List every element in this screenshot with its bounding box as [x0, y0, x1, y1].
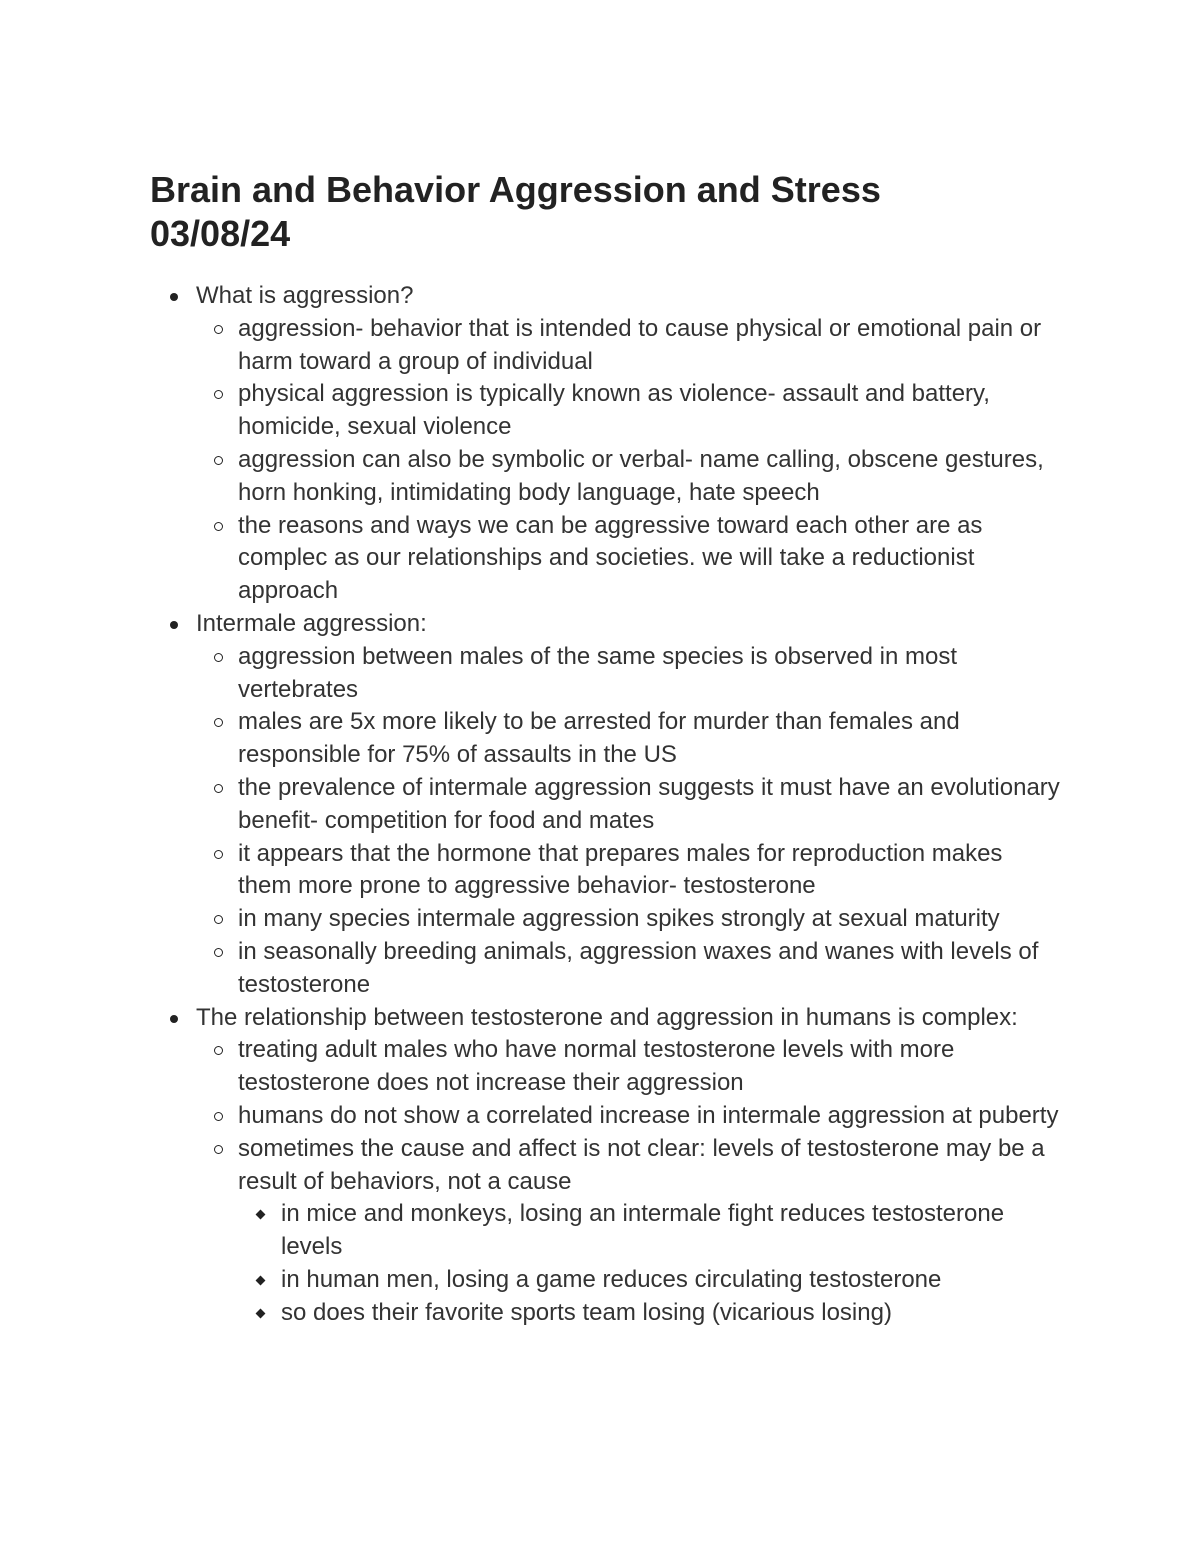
page-title — [150, 168, 1060, 256]
circle-bullet-icon — [214, 784, 223, 793]
circle-bullet-icon — [214, 1046, 223, 1055]
list-item-text: the reasons and ways we can be aggressive toward each other are as complec as our relationships and societies. we will take a reductionist approach — [238, 511, 983, 605]
list-item-text: in seasonally breeding animals, aggression waxes and wanes with levels of testosterone — [238, 937, 1039, 998]
section-heading: What is aggression? — [196, 282, 414, 309]
circle-bullet-icon — [214, 948, 223, 957]
list-item — [196, 838, 1060, 904]
document-page — [150, 168, 1060, 1330]
list-item — [196, 706, 1060, 772]
list-item-text: aggression can also be symbolic or verbal- name calling, obscene gestures, horn honking, intimidating body language, hate speech — [238, 445, 1044, 506]
circle-bullet-icon — [214, 850, 223, 859]
circle-bullet-icon — [214, 653, 223, 662]
diamond-bullet-icon — [256, 1275, 266, 1285]
title-line-1: Brain and Behavior Aggression and Stress — [150, 169, 881, 210]
nested-list-item-text: in human men, losing a game reduces circulating testosterone — [281, 1265, 942, 1293]
circle-bullet-icon — [214, 522, 223, 531]
circle-bullet-icon — [214, 390, 223, 399]
list-item — [196, 903, 1060, 936]
section-intermale-aggression — [150, 608, 1060, 1002]
list-item — [196, 1100, 1060, 1133]
list-item — [196, 1133, 1060, 1330]
nested-list-item — [238, 1297, 1060, 1330]
disc-bullet-icon — [170, 293, 178, 301]
list-item-text: the prevalence of intermale aggression suggests it must have an evolutionary benefit- competition for food and mates — [238, 773, 1060, 834]
list-item — [196, 510, 1060, 608]
list-item-text: in many species intermale aggression spikes strongly at sexual maturity — [238, 905, 1000, 933]
diamond-bullet-icon — [256, 1308, 266, 1318]
list-item-text: humans do not show a correlated increase in intermale aggression at puberty — [238, 1101, 1059, 1129]
circle-bullet-icon — [214, 456, 223, 465]
section-heading: Intermale aggression: — [196, 609, 427, 637]
list-item — [196, 378, 1060, 444]
nested-list-item — [238, 1264, 1060, 1297]
list-item-text: physical aggression is typically known as violence- assault and battery, homicide, sexual violence — [238, 380, 990, 441]
list-item — [196, 772, 1060, 838]
circle-bullet-icon — [214, 325, 223, 334]
list-item — [196, 641, 1060, 707]
list-item-text: aggression between males of the same species is observed in most vertebrates — [238, 642, 958, 703]
nested-list-item — [238, 1198, 1060, 1264]
nested-list-item-text: so does their favorite sports team losing (vicarious losing) — [281, 1298, 892, 1326]
nested-sublist — [238, 1198, 1060, 1329]
list-item-text: it appears that the hormone that prepares males for reproduction makes them more prone to aggressive behavior- testosterone — [238, 839, 1003, 900]
diamond-bullet-icon — [256, 1210, 266, 1220]
list-item — [196, 444, 1060, 510]
disc-bullet-icon — [170, 1015, 178, 1023]
section-testosterone-humans — [150, 1002, 1060, 1330]
sublist — [196, 641, 1060, 1002]
list-item — [196, 936, 1060, 1002]
circle-bullet-icon — [214, 915, 223, 924]
sublist — [196, 1034, 1060, 1329]
list-item-text: males are 5x more likely to be arrested for murder than females and responsible for 75% of assaults in the US — [238, 708, 960, 769]
list-item-text: aggression- behavior that is intended to cause physical or emotional pain or harm toward a group of individual — [238, 314, 1042, 375]
section-heading: The relationship between testosterone and aggression in humans is complex: — [196, 1003, 1018, 1031]
list-item-text: sometimes the cause and affect is not clear: levels of testosterone may be a result of behaviors, not a cause — [238, 1134, 1045, 1195]
title-line-2-date: 03/08/24 — [150, 213, 291, 254]
list-item — [196, 1034, 1060, 1100]
circle-bullet-icon — [214, 1112, 223, 1121]
circle-bullet-icon — [214, 718, 223, 727]
list-item — [196, 313, 1060, 379]
section-what-is-aggression — [150, 280, 1060, 608]
disc-bullet-icon — [170, 621, 178, 629]
nested-list-item-text: in mice and monkeys, losing an intermale fight reduces testosterone levels — [281, 1200, 1005, 1261]
circle-bullet-icon — [214, 1145, 223, 1154]
sublist — [196, 313, 1060, 608]
list-item-text: treating adult males who have normal testosterone levels with more testosterone does not increase their aggression — [238, 1036, 955, 1097]
outline-list — [150, 280, 1060, 1330]
